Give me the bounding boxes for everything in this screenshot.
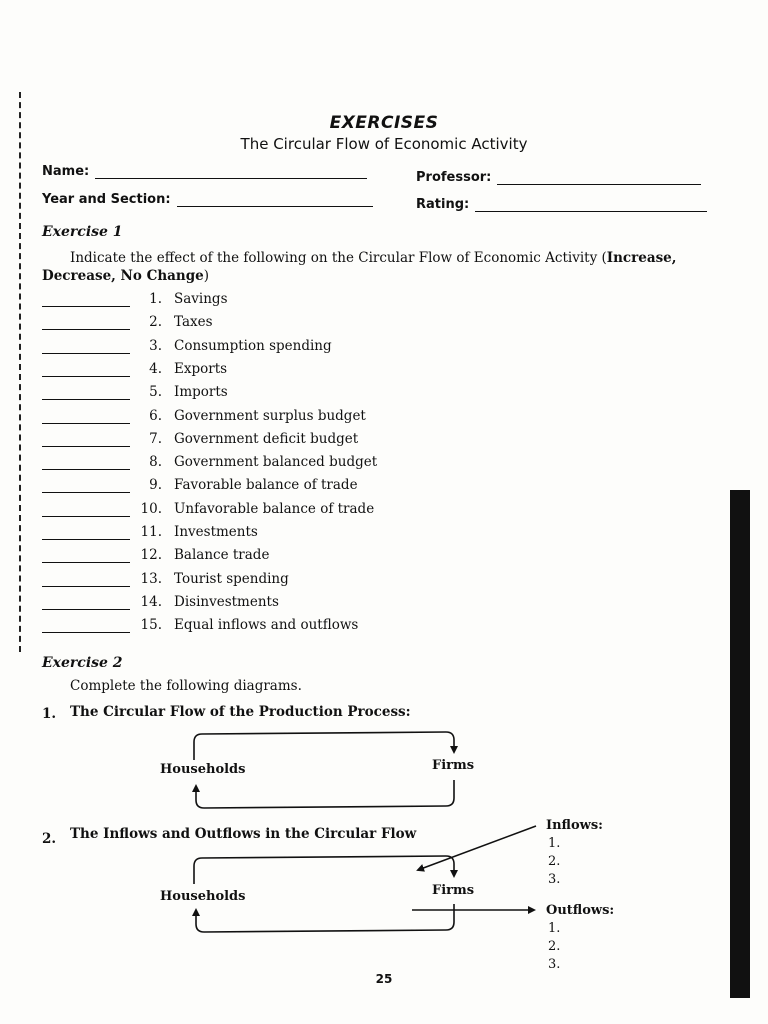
item-text: Government surplus budget [174,407,366,424]
diagram1-firms-label: Firms [432,758,475,773]
item-text: Equal inflows and outflows [174,617,359,634]
diagram2-firms-label: Firms [432,883,475,898]
item-text: Tourist spending [174,570,289,587]
instruction-close: ) [203,268,210,284]
inflow-item-1: 1. [548,836,561,851]
item-text: Consumption spending [174,337,332,354]
instruction-bold-options: Decrease, No Change [42,268,204,284]
page-title: EXERCISES [329,113,439,133]
item-number: 3. [149,337,162,354]
page-subtitle: The Circular Flow of Economic Activity [240,135,528,153]
item-number: 11. [140,524,162,540]
item-number: 7. [149,430,162,447]
diagram2-title: The Inflows and Outflows in the Circular Flow [70,826,417,842]
item-number: 6. [149,407,162,424]
exercise2-heading: Exercise 2 [42,655,123,671]
instruction-bold-increase: Increase, [606,250,677,266]
item-text: Exports [174,360,228,377]
item-number: 8. [149,454,162,471]
item-text: Government deficit budget [174,430,359,447]
item-number: 9. [149,477,162,494]
inflows-label: Inflows: [546,818,603,833]
item-number: 4. [149,360,162,377]
outflow-item-3: 3. [548,957,561,972]
item-text: Government balanced budget [174,454,378,471]
year-section-label: Year and Section: [42,192,171,207]
diagram1-households-label: Households [160,762,246,777]
diagram1-title: The Circular Flow of the Production Process: [70,704,411,720]
item-number: 10. [140,500,162,517]
outflow-item-1: 1. [548,921,561,936]
item-text: Investments [174,524,258,540]
outflow-item-2: 2. [548,939,561,954]
outflows-label: Outflows: [546,903,615,918]
item-text: Disinvestments [174,593,279,610]
item-number: 2. [149,314,162,331]
rating-label: Rating: [416,197,470,212]
item-text: Favorable balance of trade [174,477,358,494]
exercise2-instruction: Complete the following diagrams. [70,678,302,694]
professor-label: Professor: [416,170,492,185]
item-text: Balance trade [174,547,270,564]
name-label: Name: [42,164,90,179]
diagram2-top-flow-arrow [194,856,454,884]
diagram1-top-flow-arrow [194,732,454,760]
item-number: 1. [149,291,162,307]
item-text: Imports [174,384,228,401]
item-number: 14. [140,593,162,610]
item-text: Taxes [174,314,213,331]
diagram1-bottom-flow-arrow [196,780,454,808]
diagram2-households-label: Households [160,889,246,904]
item-text: Savings [174,291,228,307]
item-number: 5. [149,384,162,401]
instruction-text: Indicate the effect of the following on the Circular Flow of Economic Activity ( [70,250,607,266]
item-number: 12. [140,547,162,564]
item-text: Unfavorable balance of trade [174,500,375,517]
item-number: 13. [140,570,162,587]
diagram2-bottom-flow-arrow [196,904,454,932]
inflow-item-2: 2. [548,854,561,869]
diagram2-number: 2. [42,831,57,847]
diagram1-number: 1. [42,706,57,722]
inflow-item-3: 3. [548,872,561,887]
exercise1-heading: Exercise 1 [42,224,123,240]
inflow-arrow [418,826,536,870]
page-number: 25 [375,972,393,986]
item-number: 15. [140,617,162,634]
